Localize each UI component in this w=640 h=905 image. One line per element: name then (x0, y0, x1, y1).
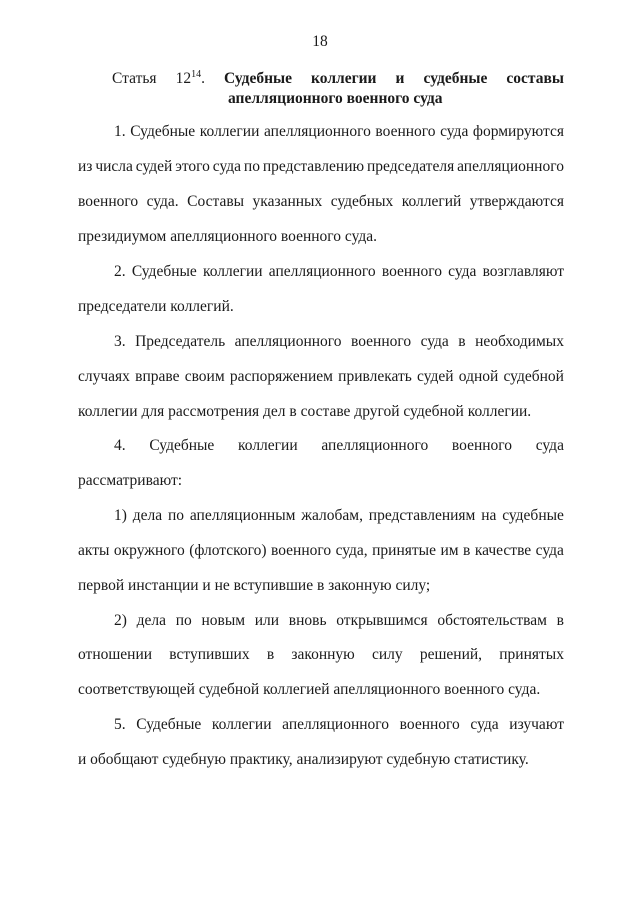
word: коллегии (238, 437, 298, 454)
article-title-word: Судебные (224, 70, 292, 87)
paragraph-3-line-3: коллегии для рассмотрения дел в составе другой судебной коллегии. (78, 403, 532, 420)
word: судебной (503, 368, 564, 385)
word: своим (184, 368, 225, 385)
word: представлениям (368, 507, 476, 524)
article-heading-line-1 (112, 70, 564, 89)
word: суда, (335, 542, 368, 559)
item-2-line-2 (78, 645, 564, 665)
word: дела (136, 612, 167, 629)
word: 3. (114, 333, 126, 350)
word: жалобам, (301, 507, 363, 524)
word: случаях (78, 368, 130, 385)
article-label: Статья (112, 70, 157, 87)
paragraph-2-line-1 (114, 262, 564, 282)
article-title-word: судебные (423, 70, 488, 87)
word: Судебные (149, 437, 215, 454)
item-1-line-2 (78, 541, 564, 561)
article-title-word: коллегии (311, 70, 377, 87)
word: открывшимся (336, 612, 428, 629)
word: возглавляют (482, 263, 564, 280)
word: в (463, 542, 471, 559)
word: качестве (474, 542, 532, 559)
word: или (254, 612, 280, 629)
word: 2. (114, 263, 126, 280)
article-heading (112, 70, 564, 109)
paragraph-1-line-3 (78, 192, 564, 212)
word: апелляционного (282, 716, 390, 733)
word: военного (381, 263, 442, 280)
word: апелляционным (189, 507, 296, 524)
word: военного (78, 193, 139, 210)
word: военного (451, 437, 513, 454)
word: судей (417, 368, 454, 385)
word: коллегии (203, 263, 263, 280)
word: суда (535, 542, 564, 559)
word: военного (351, 333, 412, 350)
word: привлекать (338, 368, 412, 385)
word: Судебные (131, 263, 197, 280)
article-number: $12^{14}$. (175, 68, 205, 87)
word: Председатель (135, 333, 226, 350)
word: судебные (502, 507, 564, 524)
word: решений, (419, 646, 483, 663)
word: Судебные (136, 716, 202, 733)
word: указанных (252, 193, 323, 210)
paragraph-2-line-2: председатели коллегий. (78, 298, 234, 315)
word: коллегии (211, 716, 272, 733)
word: этого (175, 158, 210, 175)
paragraph-4-line-2: рассматривают: (78, 472, 183, 489)
word: суда (420, 333, 449, 350)
paragraph-3-line-2 (78, 367, 564, 387)
word: по (243, 158, 260, 175)
article-title-word: и (395, 70, 405, 87)
word: на (481, 507, 497, 524)
word: законную (291, 646, 355, 663)
word: 1. (114, 123, 126, 140)
word: силу (371, 646, 403, 663)
word: в (266, 646, 275, 663)
word: судебных (330, 193, 394, 210)
word: вступивших (169, 646, 250, 663)
word: Составы (187, 193, 245, 210)
word: из (78, 158, 93, 175)
word: 5. (114, 716, 126, 733)
word: в (458, 333, 466, 350)
word: окружного (113, 542, 185, 559)
paragraph-5-line-2: и обобщают судебную практику, анализируют судебную статистику. (78, 751, 529, 768)
article-title-line-2: апелляционного военного суда (228, 90, 443, 107)
item-2-line-3: соответствующей судебной коллегией апелляционного военного суда. (78, 681, 541, 698)
word: военного (271, 542, 332, 559)
word: обстоятельствам (437, 612, 547, 629)
word: отношении (78, 646, 153, 663)
paragraph-5-line-1 (114, 715, 564, 735)
item-2-line-1 (114, 611, 564, 631)
paragraph-1-line-1 (114, 122, 564, 142)
word: (флотского) (189, 542, 267, 559)
word: числа (95, 158, 133, 175)
word: коллегии (199, 123, 260, 140)
word: 4. (114, 437, 126, 454)
word: суда (212, 158, 242, 175)
word: суда. (146, 193, 179, 210)
word: суда (470, 716, 499, 733)
word: им (440, 542, 459, 559)
word: Судебные (130, 123, 196, 140)
paragraph-3-line-1 (114, 332, 564, 352)
word: в (556, 612, 564, 629)
word: суда (440, 123, 469, 140)
word: необходимых (475, 333, 564, 350)
word: судей (135, 158, 173, 175)
word: военного (375, 123, 436, 140)
word: апелляционного (263, 123, 371, 140)
word: распоряжением (229, 368, 333, 385)
word: вправе (135, 368, 180, 385)
paragraph-1-line-4: президиумом апелляционного военного суда. (78, 228, 377, 245)
word: 2) (114, 612, 127, 629)
word: вновь (288, 612, 327, 629)
word: военного (399, 716, 460, 733)
word: акты (78, 542, 110, 559)
word: коллегий (401, 193, 462, 210)
paragraph-4-line-1 (114, 436, 564, 456)
item-1-line-1 (114, 506, 564, 526)
word: принятых (499, 646, 564, 663)
paragraph-1-line-2 (78, 157, 564, 177)
word: апелляционного (457, 158, 564, 175)
word: принятые (372, 542, 436, 559)
word: дела (132, 507, 163, 524)
word: одной (458, 368, 499, 385)
word: утверждаются (469, 193, 564, 210)
word: суда (535, 437, 564, 454)
word: апелляционного (268, 263, 376, 280)
word: по (175, 612, 192, 629)
word: формируются (472, 123, 564, 140)
article-title-word: составы (506, 70, 564, 87)
word: суда (448, 263, 477, 280)
word: апелляционного (234, 333, 342, 350)
word: апелляционного (321, 437, 429, 454)
page-number: 18 (312, 33, 328, 50)
item-1-line-3: первой инстанции и не вступившие в законную силу; (78, 577, 431, 594)
word: новым (201, 612, 246, 629)
word: изучают (509, 716, 564, 733)
word: 1) (114, 507, 127, 524)
word: по (167, 507, 185, 524)
word: председателя (366, 158, 455, 175)
word: представлению (262, 158, 365, 175)
